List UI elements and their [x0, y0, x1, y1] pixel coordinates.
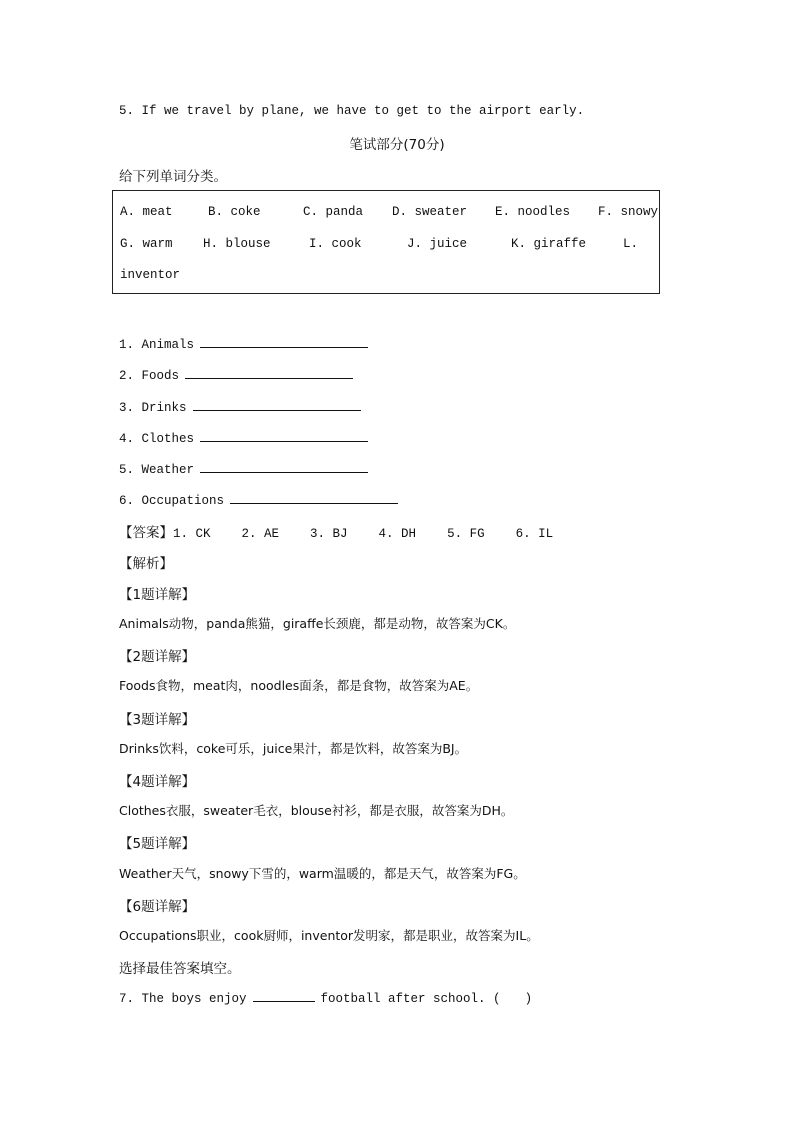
category-item-drinks — [119, 398, 361, 415]
q7-answer-blank[interactable] — [253, 989, 315, 1002]
q7-text-before: 7. The boys enjoy — [119, 992, 247, 1006]
answer-row — [119, 521, 553, 541]
section-title: 笔试部分(70分) — [349, 137, 445, 153]
answer-item: 3. BJ — [310, 527, 348, 541]
option-a: A. meat — [120, 205, 173, 219]
option-b: B. coke — [208, 205, 261, 219]
detail-text: Drinks饮料，coke可乐，juice果汁，都是饮料，故答案为BJ。 — [119, 741, 468, 756]
word-options-box — [112, 190, 660, 294]
category-item-occupations — [119, 491, 398, 508]
detail-text: Clothes衣服，sweater毛衣，blouse衬衫，都是衣服，故答案为DH。 — [119, 803, 514, 818]
answer-item: 6. IL — [515, 527, 554, 541]
detail-heading: 【5题详解】 — [119, 836, 196, 852]
detail-heading: 【2题详解】 — [119, 649, 196, 665]
detail-heading: 【3题详解】 — [119, 712, 196, 728]
answer-item: 5. FG — [447, 527, 485, 541]
option-f: F. snowy — [598, 205, 659, 219]
answer-item: 4. DH — [378, 527, 417, 541]
answer-label: 【答案】 — [119, 525, 173, 541]
detail-heading: 【1题详解】 — [119, 587, 196, 603]
category-label: 2. Foods — [119, 369, 180, 383]
category-item-animals — [119, 335, 368, 352]
answer-blank[interactable] — [230, 491, 398, 504]
category-item-clothes — [119, 429, 368, 446]
question-7 — [119, 989, 532, 1006]
analysis-label: 【解析】 — [119, 556, 173, 572]
option-d: D. sweater — [392, 205, 468, 219]
detail-text: Weather天气，snowy下雪的，warm温暖的，都是天气，故答案为FG。 — [119, 866, 526, 881]
option-h: H. blouse — [203, 237, 271, 251]
option-c: C. panda — [303, 205, 364, 219]
detail-text: Occupations职业，cook厨师，inventor发明家，都是职业，故答案为IL。 — [119, 928, 539, 943]
choose-instruction: 选择最佳答案填空。 — [119, 961, 241, 977]
answer-blank[interactable] — [200, 460, 368, 473]
detail-text: Animals动物，panda熊猫，giraffe长颈鹿，都是动物，故答案为CK。 — [119, 616, 516, 631]
option-l-word: inventor — [120, 268, 181, 282]
category-label: 1. Animals — [119, 338, 195, 352]
category-label: 4. Clothes — [119, 432, 195, 446]
option-k: K. giraffe — [511, 237, 587, 251]
detail-heading: 【6题详解】 — [119, 899, 196, 915]
category-item-weather — [119, 460, 368, 477]
answer-item: 2. AE — [241, 527, 280, 541]
q7-paren-close: ) — [524, 992, 533, 1006]
answer-blank[interactable] — [200, 335, 368, 348]
q7-text-after: football after school. ( — [320, 992, 501, 1006]
detail-text: Foods食物，meat肉，noodles面条，都是食物，故答案为AE。 — [119, 678, 479, 693]
detail-heading: 【4题详解】 — [119, 774, 196, 790]
category-label: 3. Drinks — [119, 401, 187, 415]
classification-instruction: 给下列单词分类。 — [119, 169, 227, 185]
category-label: 6. Occupations — [119, 494, 225, 508]
option-e: E. noodles — [495, 205, 571, 219]
question-5-text: 5. If we travel by plane, we have to get to the airport early. — [119, 104, 585, 118]
answer-blank[interactable] — [193, 398, 361, 411]
answer-item: 1. CK — [173, 527, 211, 541]
category-item-foods — [119, 366, 353, 383]
option-i: I. cook — [309, 237, 362, 251]
category-label: 5. Weather — [119, 463, 195, 477]
option-g: G. warm — [120, 237, 173, 251]
answer-blank[interactable] — [200, 429, 368, 442]
option-l: L. — [623, 237, 639, 251]
answer-blank[interactable] — [185, 366, 353, 379]
option-j: J. juice — [407, 237, 468, 251]
